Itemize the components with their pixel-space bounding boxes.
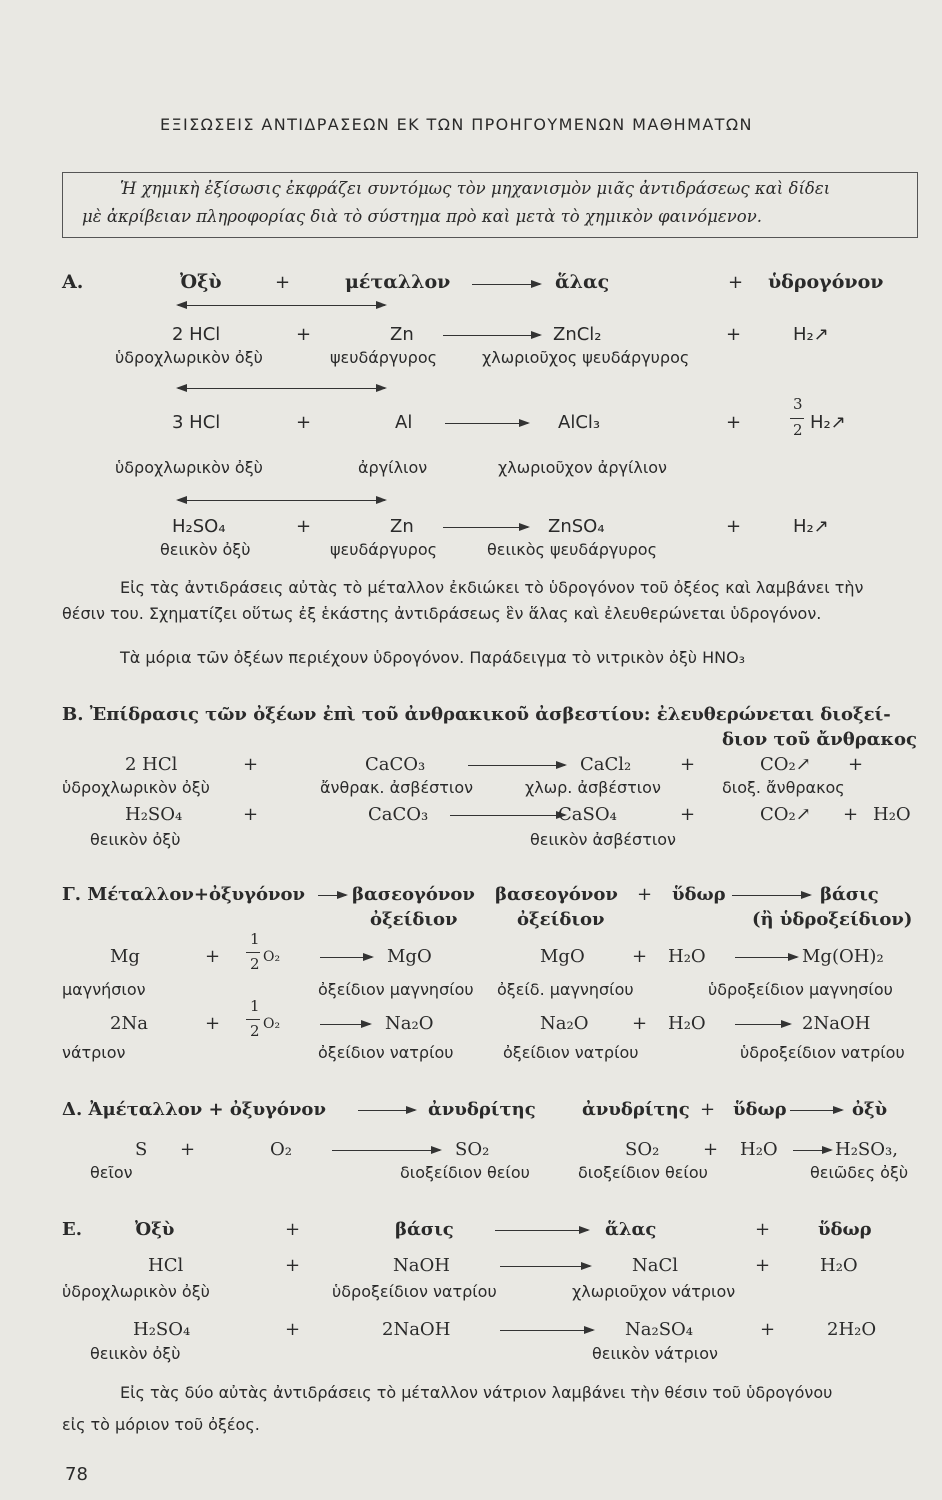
d-label-sulfur: θεῖον [90, 1163, 133, 1182]
page-number: 78 [65, 1464, 88, 1485]
b2-label-salt: θειικὸν ἀσβέστιον [530, 830, 676, 849]
b1-reactant-carbonate: CaCO₃ [365, 754, 426, 775]
section-d-acid: ὀξὺ [852, 1099, 888, 1120]
plus-sign: + [843, 804, 859, 825]
reaction-arrow [468, 765, 565, 766]
c2-second-water: H₂O [668, 1013, 706, 1034]
b1-reactant-acid: 2 HCl [125, 754, 178, 775]
section-c-basic-oxide: βασεογόνον [495, 884, 618, 905]
section-a-term-metal: μέταλλον [345, 271, 451, 293]
intro-line-2: μὲ ἀκρίβειαν πληροφορίας διὰ τὸ σύστημα πρὸ καὶ μετὰ τὸ χημικὸν φαινόμενον. [82, 207, 762, 226]
fraction-denominator: 2 [250, 1022, 260, 1040]
reaction-arrow [472, 284, 540, 285]
e1-reactant-base: NaOH [393, 1255, 450, 1276]
a3-reactant-metal: Zn [390, 516, 414, 537]
e1-label-acid: ὑδροχλωρικὸν ὀξὺ [62, 1282, 210, 1301]
fraction-denominator: 2 [793, 421, 803, 439]
section-d-water: ὕδωρ [733, 1099, 787, 1120]
fraction-bar [790, 418, 804, 419]
a2-label-acid: ὑδροχλωρικὸν ὀξὺ [115, 458, 263, 477]
plus-sign: + [285, 1255, 301, 1276]
b2-reactant-carbonate: CaCO₃ [368, 804, 429, 825]
reaction-arrow [495, 1230, 588, 1231]
plus-sign: + [848, 754, 864, 775]
c2-label-second-oxide: ὀξείδιον νατρίου [503, 1043, 639, 1062]
plus-sign: + [275, 272, 291, 293]
c1-label-hydroxide: ὑδροξείδιον μαγνησίου [708, 980, 893, 999]
e2-product-water: 2H₂O [827, 1319, 877, 1340]
plus-sign: + [296, 516, 312, 537]
plus-sign: + [243, 754, 259, 775]
a1-label-acid: ὑδροχλωρικὸν ὀξὺ [115, 348, 263, 367]
c1-second-water: H₂O [668, 946, 706, 967]
plus-sign: + [205, 946, 221, 967]
plus-sign: + [637, 884, 653, 905]
a1-reactant-metal: Zn [390, 324, 414, 345]
plus-sign: + [726, 516, 742, 537]
d-label-second-so2: διοξείδιον θείου [578, 1163, 708, 1182]
e2-product-salt: Na₂SO₄ [625, 1319, 694, 1340]
d-label-so2: διοξείδιον θείου [400, 1163, 530, 1182]
c1-second-oxide: MgO [540, 946, 585, 967]
section-e-term-base: βάσις [395, 1219, 454, 1240]
d-label-acid: θειῶδες ὀξὺ [810, 1163, 909, 1182]
a1-product-salt: ZnCl₂ [553, 324, 602, 345]
plus-sign: + [680, 754, 696, 775]
section-a-term-hydrogen: ὑδρογόνον [768, 271, 884, 293]
double-arrow [178, 500, 385, 501]
d-second-acid: H₂SO₃, [835, 1139, 898, 1160]
a1-reactant-acid: 2 HCl [172, 324, 221, 345]
c2-reactant-metal: 2Na [110, 1013, 148, 1034]
a1-label-salt: χλωριοῦχος ψευδάργυρος [482, 348, 690, 367]
a3-label-metal: ψευδάργυρος [330, 540, 438, 559]
section-e-term-water: ὕδωρ [818, 1219, 872, 1240]
e1-label-base: ὑδροξείδιον νατρίου [332, 1282, 497, 1301]
section-a-letter: Α. [62, 271, 84, 293]
a2-product-salt: AlCl₃ [558, 412, 601, 433]
section-c-heading: Γ. Μέταλλον+ὀξυγόνον [62, 884, 305, 905]
c1-second-hydroxide: Mg(OH)₂ [802, 946, 884, 967]
reaction-arrow [790, 1110, 842, 1111]
fraction-bar [246, 1019, 260, 1020]
b2-label-acid: θειικὸν ὀξὺ [90, 830, 181, 849]
intro-line-1: Ἡ χημικὴ ἐξίσωσις ἐκφράζει συντόμως τὸν μηχανισμὸν μιᾶς ἀντιδράσεως καὶ δίδει [120, 179, 831, 198]
reaction-arrow [735, 957, 797, 958]
c1-label-second-oxide: ὀξείδ. μαγνησίου [497, 980, 634, 999]
c1-label-oxide: ὀξείδιον μαγνησίου [318, 980, 474, 999]
plus-sign: + [632, 1013, 648, 1034]
reaction-arrow [445, 423, 528, 424]
b1-label-acid: ὑδροχλωρικὸν ὀξὺ [62, 778, 210, 797]
b1-label-salt: χλωρ. ἀσβέστιον [525, 778, 661, 797]
d-reactant-sulfur: S [135, 1139, 148, 1160]
reaction-arrow [732, 895, 810, 896]
section-c-water: ὕδωρ [672, 884, 726, 905]
reaction-arrow [332, 1150, 440, 1151]
a3-reactant-acid: H₂SO₄ [172, 516, 226, 537]
b2-product-co2: CO₂↗ [760, 804, 811, 825]
plus-sign: + [632, 946, 648, 967]
reaction-arrow [443, 335, 540, 336]
c2-label-metal: νάτριον [62, 1043, 126, 1062]
a2-reactant-metal: Al [395, 412, 413, 433]
e2-reactant-base: 2NaOH [382, 1319, 451, 1340]
c2-second-oxide: Na₂O [540, 1013, 589, 1034]
a1-product-hydrogen: H₂↗ [793, 324, 829, 345]
b2-reactant-acid: H₂SO₄ [125, 804, 183, 825]
e2-label-acid: θειικὸν ὀξὺ [90, 1344, 181, 1363]
plus-sign: + [726, 412, 742, 433]
b1-label-carbonate: ἄνθρακ. ἀσβέστιον [320, 778, 474, 797]
reaction-arrow [450, 815, 565, 816]
e1-product-salt: NaCl [632, 1255, 679, 1276]
e2-reactant-acid: H₂SO₄ [133, 1319, 191, 1340]
reaction-arrow [735, 1024, 790, 1025]
b1-label-co2: διοξ. ἄνθρακος [722, 778, 845, 797]
plus-sign: + [755, 1219, 771, 1240]
a1-label-metal: ψευδάργυρος [330, 348, 438, 367]
fraction-numerator: 1 [250, 997, 260, 1015]
a2-label-salt: χλωριοῦχον ἀργίλιον [498, 458, 667, 477]
section-b-heading: Β. Ἐπίδρασις τῶν ὀξέων ἐπὶ τοῦ ἀνθρακικοῦ ἀσβεστίου: ἐλευθερώνεται διοξεί- [62, 704, 891, 725]
reaction-arrow [500, 1330, 593, 1331]
reaction-arrow [320, 957, 372, 958]
c2-reactant-oxygen: O₂ [263, 1016, 281, 1032]
c1-product-oxide: MgO [387, 946, 432, 967]
b2-product-water: H₂O [873, 804, 911, 825]
plus-sign: + [703, 1139, 719, 1160]
plus-sign: + [205, 1013, 221, 1034]
plus-sign: + [755, 1255, 771, 1276]
a2-label-metal: ἀργίλιον [358, 458, 428, 477]
c1-label-metal: μαγνήσιον [62, 980, 146, 999]
b1-product-co2: CO₂↗ [760, 754, 811, 775]
section-e-term-salt: ἅλας [605, 1219, 657, 1240]
reaction-arrow [443, 527, 528, 528]
fraction-numerator: 3 [793, 395, 803, 413]
paragraph-line: εἰς τὸ μόριον τοῦ ὀξέος. [62, 1415, 260, 1434]
plus-sign: + [243, 804, 259, 825]
fraction-bar [246, 952, 260, 953]
reaction-arrow [358, 1110, 415, 1111]
d-reactant-oxygen: O₂ [270, 1139, 292, 1160]
a3-label-acid: θειικὸν ὀξὺ [160, 540, 251, 559]
section-b-heading-continued: διον τοῦ ἄνθρακος [722, 729, 917, 750]
plus-sign: + [285, 1319, 301, 1340]
a3-product-salt: ZnSO₄ [548, 516, 605, 537]
section-c-basic-oxide-line2: ὀξείδιον [517, 909, 605, 930]
e2-label-salt: θειικὸν νάτριον [592, 1344, 718, 1363]
c2-product-oxide: Na₂O [385, 1013, 434, 1034]
section-d-heading: Δ. Ἀμέταλλον + ὀξυγόνον [62, 1099, 326, 1120]
fraction-denominator: 2 [250, 955, 260, 973]
plus-sign: + [180, 1139, 196, 1160]
e1-label-salt: χλωριοῦχον νάτριον [572, 1282, 736, 1301]
double-arrow [178, 305, 385, 306]
paragraph-line: Εἰς τὰς ἀντιδράσεις αὐτὰς τὸ μέταλλον ἐκδιώκει τὸ ὑδρογόνον τοῦ ὀξέος καὶ λαμβάνει τὴν [120, 578, 864, 597]
section-e-letter: Ε. [62, 1219, 82, 1240]
plus-sign: + [680, 804, 696, 825]
e1-reactant-acid: HCl [148, 1255, 184, 1276]
paragraph-line: θέσιν του. Σχηματίζει οὕτως ἐξ ἑκάστης ἀντιδράσεως ἓν ἅλας καὶ ἐλευθερώνεται ὑδρογόνον. [62, 604, 822, 623]
d-second-water: H₂O [740, 1139, 778, 1160]
plus-sign: + [728, 272, 744, 293]
section-c-basic-anhydride: βασεογόνον [352, 884, 475, 905]
section-a-term-salt: ἅλας [555, 271, 610, 293]
b1-product-salt: CaCl₂ [580, 754, 632, 775]
section-a-term-acid: Ὀξὺ [180, 271, 222, 293]
a3-product-hydrogen: H₂↗ [793, 516, 829, 537]
reaction-arrow [318, 895, 346, 896]
c2-second-hydroxide: 2NaOH [802, 1013, 871, 1034]
e1-product-water: H₂O [820, 1255, 858, 1276]
reaction-arrow [320, 1024, 370, 1025]
plus-sign: + [285, 1219, 301, 1240]
plus-sign: + [296, 324, 312, 345]
c1-reactant-metal: Mg [110, 946, 140, 967]
section-c-base: βάσις [820, 884, 879, 905]
d-product-so2: SO₂ [455, 1139, 490, 1160]
plus-sign: + [700, 1099, 716, 1120]
section-e-term-acid: Ὀξὺ [135, 1219, 175, 1240]
fraction-numerator: 1 [250, 930, 260, 948]
section-d-anhydride-reactant: ἀνυδρίτης [582, 1099, 690, 1120]
c2-label-hydroxide: ὑδροξείδιον νατρίου [740, 1043, 905, 1062]
plus-sign: + [296, 412, 312, 433]
plus-sign: + [726, 324, 742, 345]
d-second-so2: SO₂ [625, 1139, 660, 1160]
a2-reactant-acid: 3 HCl [172, 412, 221, 433]
c1-reactant-oxygen: O₂ [263, 949, 281, 965]
section-d-anhydride: ἀνυδρίτης [428, 1099, 536, 1120]
section-c-base-line2: (ἢ ὑδροξείδιον) [752, 909, 913, 930]
c2-label-oxide: ὀξείδιον νατρίου [318, 1043, 454, 1062]
reaction-arrow [500, 1266, 590, 1267]
a2-product-hydrogen: H₂↗ [810, 412, 846, 433]
plus-sign: + [760, 1319, 776, 1340]
b2-product-salt: CaSO₄ [558, 804, 617, 825]
a3-label-salt: θειικὸς ψευδάργυρος [487, 540, 657, 559]
double-arrow [178, 388, 385, 389]
page-title: ΕΞΙΣΩΣΕΙΣ ΑΝΤΙΔΡΑΣΕΩΝ ΕΚ ΤΩΝ ΠΡΟΗΓΟΥΜΕΝΩΝ ΜΑΘΗΜΑΤΩΝ [160, 115, 753, 134]
paragraph-line: Εἰς τὰς δύο αὐτὰς ἀντιδράσεις τὸ μέταλλον νάτριον λαμβάνει τὴν θέσιν τοῦ ὑδρογόνου [120, 1383, 833, 1402]
paragraph-line: Τὰ μόρια τῶν ὀξέων περιέχουν ὑδρογόνον. Παράδειγμα τὸ νιτρικὸν ὀξὺ HNO₃ [120, 648, 746, 667]
section-c-basic-anhydride-line2: ὀξείδιον [370, 909, 458, 930]
reaction-arrow [793, 1150, 831, 1151]
